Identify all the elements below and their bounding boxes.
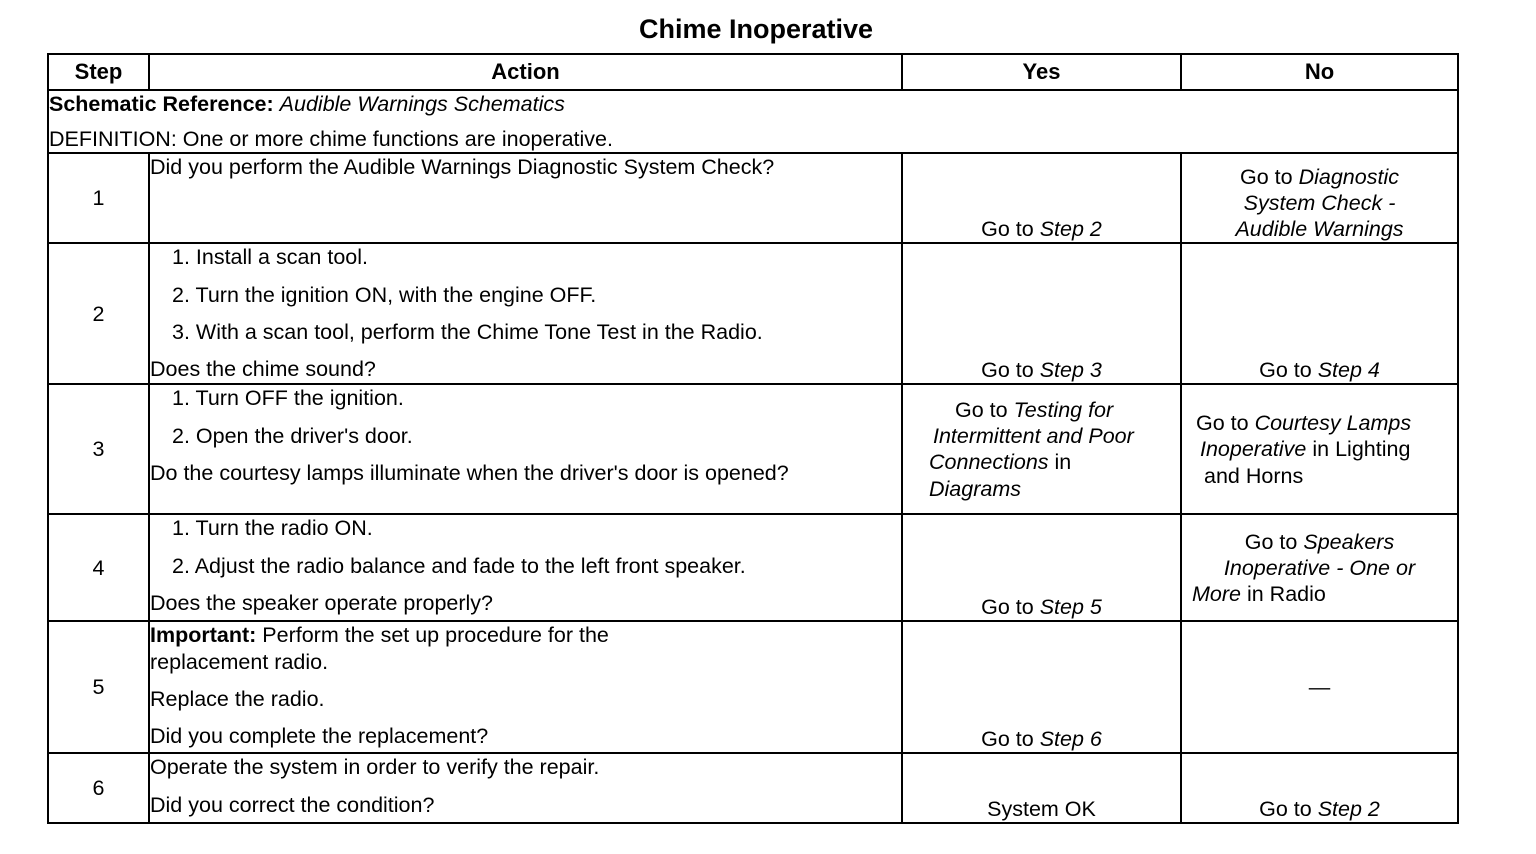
yes-text: System OK bbox=[987, 797, 1096, 822]
no-prefix: Go to bbox=[1259, 358, 1312, 383]
yes-prefix: Go to bbox=[981, 595, 1034, 620]
list-item: 3. With a scan tool, perform the Chime Tone Test in the Radio. bbox=[172, 319, 763, 344]
no-cell bbox=[1181, 753, 1458, 823]
action-cell bbox=[149, 153, 902, 243]
yes-link[interactable]: Connections bbox=[929, 450, 1049, 475]
yes-cell bbox=[902, 753, 1181, 823]
action-cell bbox=[149, 621, 902, 753]
no-dash: — bbox=[1308, 675, 1331, 700]
step-number: 5 bbox=[48, 621, 149, 753]
no-link[interactable]: System Check - bbox=[1243, 191, 1396, 215]
no-suffix: in Lighting bbox=[1312, 437, 1411, 462]
table-row bbox=[48, 621, 1458, 753]
question-text: Did you correct the condition? bbox=[150, 792, 435, 817]
no-prefix: Go to bbox=[1196, 411, 1249, 436]
yes-link[interactable]: Diagrams bbox=[929, 476, 1021, 501]
list-item: 1. Install a scan tool. bbox=[172, 245, 368, 270]
list-item: 2. Open the driver's door. bbox=[172, 423, 413, 448]
header-yes: Yes bbox=[902, 54, 1181, 90]
yes-cell bbox=[902, 621, 1181, 753]
header-no: No bbox=[1181, 54, 1458, 90]
yes-cell bbox=[902, 243, 1181, 384]
yes-link[interactable]: Step 5 bbox=[1039, 595, 1102, 620]
list-item: 2. Turn the ignition ON, with the engine OFF. bbox=[172, 282, 597, 307]
yes-prefix: Go to bbox=[981, 217, 1034, 242]
no-link[interactable]: Diagnostic bbox=[1298, 164, 1399, 189]
step-number: 3 bbox=[48, 384, 149, 514]
list-item: 2. Adjust the radio balance and fade to the left front speaker. bbox=[172, 553, 746, 578]
action-cell bbox=[149, 514, 902, 621]
table-row bbox=[48, 753, 1458, 823]
schematic-label: Schematic Reference: bbox=[49, 92, 274, 116]
yes-link[interactable]: Step 3 bbox=[1039, 358, 1102, 383]
yes-prefix: Go to bbox=[955, 398, 1008, 422]
definition-text: DEFINITION: One or more chime functions are inoperative. bbox=[49, 127, 613, 152]
instruction-text: Replace the radio. bbox=[150, 686, 325, 711]
no-link[interactable]: Step 2 bbox=[1317, 797, 1380, 822]
yes-link[interactable]: Testing for bbox=[1013, 398, 1114, 422]
step-number: 4 bbox=[48, 514, 149, 621]
no-cell bbox=[1181, 153, 1458, 243]
step-number: 2 bbox=[48, 243, 149, 384]
header-action: Action bbox=[149, 54, 902, 90]
important-text: replacement radio. bbox=[150, 649, 329, 674]
yes-prefix: Go to bbox=[981, 727, 1034, 752]
table-row bbox=[48, 243, 1458, 384]
header-row bbox=[48, 54, 1458, 90]
action-cell bbox=[149, 753, 902, 823]
no-link[interactable]: Inoperative bbox=[1200, 437, 1307, 462]
yes-link[interactable]: Intermittent and Poor bbox=[933, 424, 1134, 449]
yes-link[interactable]: Step 6 bbox=[1039, 727, 1102, 752]
important-text: Perform the set up procedure for the bbox=[262, 623, 609, 648]
step-number: 6 bbox=[48, 753, 149, 823]
diagnostic-table bbox=[47, 53, 1459, 824]
list-item: 1. Turn OFF the ignition. bbox=[172, 386, 404, 411]
yes-suffix: in bbox=[1054, 450, 1072, 475]
yes-prefix: Go to bbox=[981, 358, 1034, 383]
no-link[interactable]: Courtesy Lamps bbox=[1254, 411, 1412, 436]
yes-link[interactable]: Step 2 bbox=[1039, 217, 1102, 242]
no-prefix: Go to bbox=[1240, 164, 1293, 189]
action-cell bbox=[149, 384, 902, 514]
schematic-link[interactable]: Audible Warnings Schematics bbox=[279, 92, 565, 116]
no-link[interactable]: Inoperative - One or bbox=[1223, 555, 1416, 580]
step-number: 1 bbox=[48, 153, 149, 243]
page-title: Chime Inoperative bbox=[638, 14, 874, 44]
list-item: 1. Turn the radio ON. bbox=[172, 516, 373, 541]
important-label: Important: bbox=[150, 623, 257, 648]
no-link[interactable]: Speakers bbox=[1303, 529, 1395, 554]
info-row bbox=[48, 90, 1458, 153]
table-row bbox=[48, 153, 1458, 243]
question-text: Did you complete the replacement? bbox=[150, 724, 489, 749]
no-link[interactable]: Audible Warnings bbox=[1235, 217, 1404, 242]
yes-cell bbox=[902, 384, 1181, 514]
no-prefix: Go to bbox=[1244, 529, 1298, 554]
question-text: Did you perform the Audible Warnings Diagnostic System Check? bbox=[150, 155, 775, 180]
no-cell bbox=[1181, 621, 1458, 753]
question-text: Does the chime sound? bbox=[150, 357, 376, 382]
no-link[interactable]: Step 4 bbox=[1317, 358, 1380, 383]
table-row bbox=[48, 514, 1458, 621]
yes-cell bbox=[902, 514, 1181, 621]
action-cell bbox=[149, 243, 902, 384]
question-text: Does the speaker operate properly? bbox=[150, 590, 494, 615]
info-cell bbox=[48, 90, 1458, 153]
no-cell bbox=[1181, 514, 1458, 621]
no-suffix: in Radio bbox=[1246, 582, 1326, 607]
no-link[interactable]: More bbox=[1192, 582, 1241, 607]
no-prefix: Go to bbox=[1259, 797, 1312, 822]
no-cell bbox=[1181, 384, 1458, 514]
no-cell bbox=[1181, 243, 1458, 384]
instruction-text: Operate the system in order to verify the repair. bbox=[150, 755, 600, 780]
no-suffix: and Horns bbox=[1204, 463, 1304, 488]
table-row bbox=[48, 384, 1458, 514]
header-step: Step bbox=[48, 54, 149, 90]
question-text: Do the courtesy lamps illuminate when the driver's door is opened? bbox=[150, 460, 789, 485]
yes-cell bbox=[902, 153, 1181, 243]
